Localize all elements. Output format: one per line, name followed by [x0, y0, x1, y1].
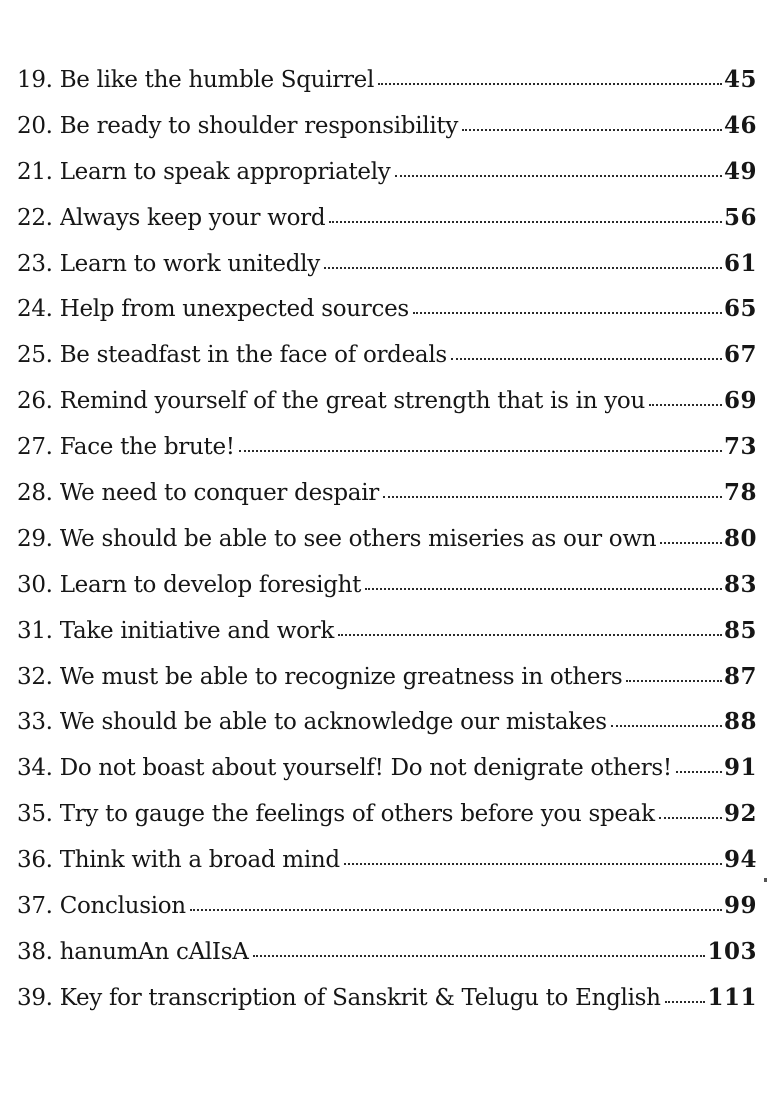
dot-leader: [395, 173, 722, 177]
entry-page-number: 88: [723, 708, 757, 736]
toc-entry: [17, 571, 757, 617]
entry-page-number: 99: [723, 892, 757, 920]
toc-entry: [17, 479, 757, 525]
entry-number: 36.: [17, 847, 53, 874]
entry-page-number: 92: [723, 800, 757, 828]
entry-page-number: 83: [723, 570, 757, 598]
dot-leader: [365, 586, 722, 590]
entry-number: 27.: [17, 434, 53, 461]
entry-title: We should be able to acknowledge our mistakes: [59, 709, 607, 736]
toc-entry: [17, 525, 757, 571]
entry-number: 24.: [17, 296, 53, 323]
toc-entry: [17, 846, 757, 892]
entry-number: 33.: [17, 709, 53, 736]
toc-entry: [17, 158, 757, 204]
entry-title: We should be able to see others miseries as our own: [59, 525, 657, 552]
dot-leader: [659, 815, 722, 819]
toc-entry: [17, 617, 757, 663]
entry-number: 35.: [17, 801, 53, 828]
entry-number: 19.: [17, 67, 53, 93]
dot-leader: [660, 540, 722, 544]
toc-entry: [17, 66, 757, 112]
toc-entry: [17, 112, 757, 158]
entry-title: We need to conquer despair: [59, 480, 379, 507]
entry-page-number: 80: [723, 524, 757, 552]
entry-number: 31.: [17, 617, 53, 644]
toc-entry: [17, 204, 757, 250]
toc-entry: [17, 433, 757, 479]
entry-title: Learn to work unitedly: [59, 250, 320, 277]
entry-title: Conclusion: [59, 893, 186, 920]
entry-title: Do not boast about yourself! Do not denigrate others!: [59, 755, 672, 782]
entry-title: Remind yourself of the great strength that is in you: [59, 388, 645, 415]
entry-page-number: 111: [707, 983, 757, 1011]
entry-page-number: 61: [723, 249, 757, 277]
toc-list: [17, 66, 757, 1030]
dot-leader: [383, 494, 722, 498]
toc-entry: [17, 341, 757, 387]
entry-page-number: 45: [723, 66, 757, 93]
scan-speck: [764, 878, 767, 882]
entry-number: 30.: [17, 571, 53, 598]
toc-entry: [17, 938, 757, 984]
entry-title: Face the brute!: [59, 434, 235, 461]
toc-entry: [17, 708, 757, 754]
dot-leader: [344, 861, 722, 865]
entry-title: Be ready to shoulder responsibility: [59, 112, 459, 139]
dot-leader: [462, 127, 722, 131]
toc-entry: [17, 387, 757, 433]
entry-number: 20.: [17, 112, 53, 139]
entry-page-number: 103: [707, 937, 757, 965]
entry-number: 32.: [17, 663, 53, 690]
toc-entry: [17, 800, 757, 846]
dot-leader: [239, 448, 722, 452]
entry-page-number: 91: [723, 754, 757, 782]
entry-page-number: 56: [723, 203, 757, 231]
dot-leader: [649, 402, 722, 406]
entry-number: 25.: [17, 342, 53, 369]
entry-number: 28.: [17, 480, 53, 507]
toc-entry: [17, 984, 757, 1030]
dot-leader: [611, 723, 722, 727]
entry-number: 34.: [17, 755, 53, 782]
entry-title: Think with a broad mind: [59, 847, 340, 874]
entry-page-number: 73: [723, 433, 757, 461]
toc-entry: [17, 250, 757, 296]
entry-number: 39.: [17, 984, 53, 1011]
entry-title: Be steadfast in the face of ordeals: [59, 342, 447, 369]
entry-page-number: 78: [723, 479, 757, 507]
entry-title: Help from unexpected sources: [59, 296, 409, 323]
entry-title: Be like the humble Squirrel: [59, 67, 375, 93]
entry-title: Take initiative and work: [59, 617, 334, 644]
dot-leader: [665, 999, 706, 1003]
entry-page-number: 87: [723, 662, 757, 690]
dot-leader: [324, 265, 722, 269]
dot-leader: [676, 769, 722, 773]
dot-leader: [329, 219, 722, 223]
toc-entry: [17, 663, 757, 709]
entry-number: 26.: [17, 388, 53, 415]
dot-leader: [451, 356, 722, 360]
dot-leader: [626, 678, 722, 682]
dot-leader: [378, 81, 722, 85]
entry-page-number: 67: [723, 341, 757, 369]
entry-number: 22.: [17, 204, 53, 231]
entry-page-number: 46: [723, 111, 757, 139]
toc-entry: [17, 295, 757, 341]
dot-leader: [413, 310, 722, 314]
entry-title: Learn to develop foresight: [59, 571, 362, 598]
entry-number: 38.: [17, 938, 53, 965]
entry-number: 37.: [17, 893, 53, 920]
entry-number: 21.: [17, 158, 53, 185]
dot-leader: [253, 953, 706, 957]
entry-number: 23.: [17, 250, 53, 277]
entry-title: Try to gauge the feelings of others before you speak: [59, 801, 655, 828]
entry-page-number: 94: [723, 846, 757, 874]
entry-page-number: 65: [723, 295, 757, 323]
entry-page-number: 85: [723, 616, 757, 644]
entry-title: We must be able to recognize greatness in others: [59, 663, 623, 690]
entry-page-number: 49: [723, 157, 757, 185]
dot-leader: [338, 632, 722, 636]
entry-title: Always keep your word: [59, 204, 326, 231]
entry-title: Learn to speak appropriately: [59, 158, 391, 185]
entry-number: 29.: [17, 525, 53, 552]
dot-leader: [190, 907, 722, 911]
toc-entry: [17, 892, 757, 938]
toc-entry: [17, 754, 757, 800]
entry-title: Key for transcription of Sanskrit & Telugu to English: [59, 984, 661, 1011]
entry-title: hanumAn cAlIsA: [59, 938, 249, 965]
entry-page-number: 69: [723, 387, 757, 415]
